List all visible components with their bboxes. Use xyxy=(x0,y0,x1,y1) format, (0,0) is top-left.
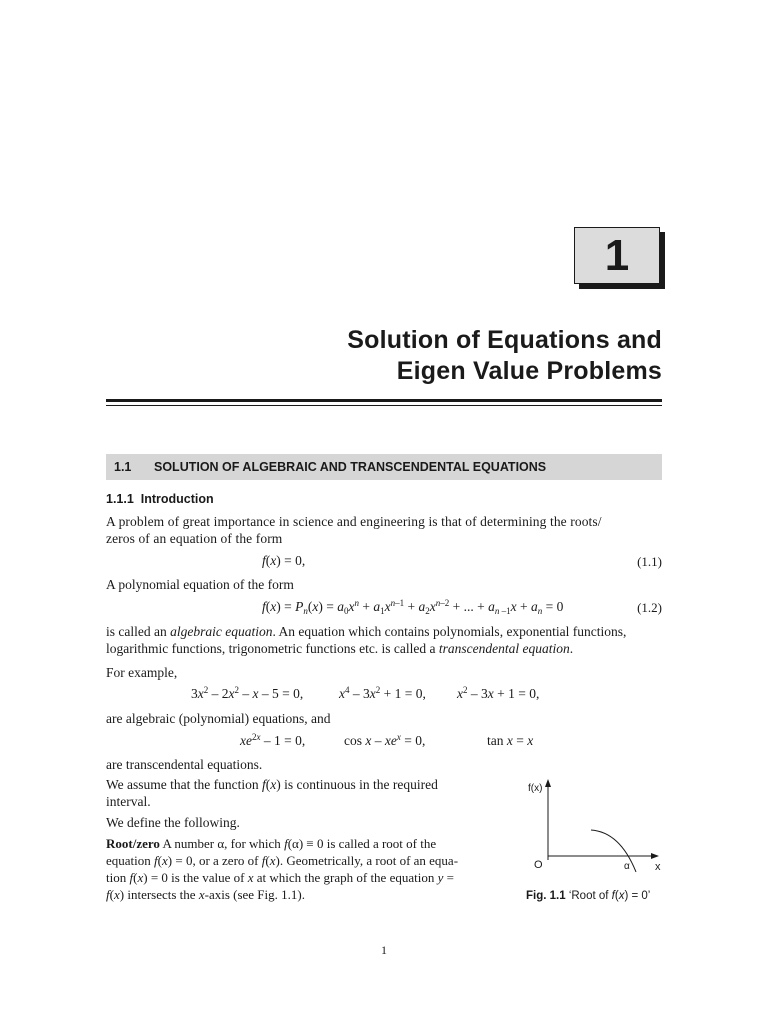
transcendental-example-2: $\cos x - xe^x = 0$, xyxy=(344,732,426,748)
paragraph-polynomial: A polynomial equation of the form xyxy=(106,577,294,592)
term-root-zero: Root/zero xyxy=(106,836,160,851)
paragraph-continuity-line-2: interval. xyxy=(106,794,151,809)
transcendental-example-3: tan x = x xyxy=(487,733,534,748)
figure-caption: Fig. 1.1 ‘Root of f(x) = 0’ xyxy=(526,890,651,902)
figure-root-graph xyxy=(520,776,670,911)
paragraph-root-zero-line-2: equation f(x) = 0, or a zero of f(x). Geometrically, a root of an equa- xyxy=(106,853,459,868)
section-heading-bar xyxy=(106,454,662,480)
figure-caption-label: Fig. 1.1 xyxy=(526,890,566,902)
root-label: α xyxy=(624,861,630,872)
paragraph-continuity-line-1: We assume that the function f(x) is continuous in the required xyxy=(106,777,438,792)
subsection-number: 1.1.1 xyxy=(106,492,134,506)
equation-number-1-2: (1.2) xyxy=(637,600,662,615)
subsection-title: Introduction xyxy=(140,492,214,506)
term-transcendental-equation: transcendental equation xyxy=(438,641,570,656)
paragraph-define: We define the following. xyxy=(106,815,240,830)
title-rule-thin xyxy=(106,405,662,406)
equation-number-1-1: (1.1) xyxy=(637,554,662,569)
x-axis-arrow xyxy=(651,853,659,859)
chapter-title-line-2: Eigen Value Problems xyxy=(396,357,662,385)
paragraph-definitions-line-1: is called an algebraic equation. An equation which contains polynomials, exponential functions, xyxy=(106,624,627,639)
y-axis-label: f(x) xyxy=(528,783,543,794)
chapter-number: 1 xyxy=(604,230,630,280)
algebraic-example-3: $x^2 - 3x + 1 = 0$, xyxy=(457,685,540,701)
term-algebraic-equation: algebraic equation xyxy=(170,624,273,639)
paragraph-root-zero-line-3: tion f(x) = 0 is the value of x at which the graph of the equation y = xyxy=(106,870,454,885)
paragraph-definitions xyxy=(106,623,666,657)
section-title: SOLUTION OF ALGEBRAIC AND TRANSCENDENTAL EQUATIONS xyxy=(154,460,547,474)
y-axis-arrow xyxy=(545,779,551,787)
transcendental-example-1: $xe^{2x} - 1 = 0$, xyxy=(240,732,306,748)
paragraph-root-zero xyxy=(106,835,498,903)
section-number: 1.1 xyxy=(114,460,132,474)
origin-label: O xyxy=(534,859,543,871)
paragraph-algebraic-note: are algebraic (polynomial) equations, and xyxy=(106,711,331,726)
equation-1-1: f(x) = 0, xyxy=(262,553,306,568)
paragraph-definitions-line-2: logarithmic functions, trigonometric functions etc. is called a transcendental equation. xyxy=(106,641,574,656)
paragraph-intro xyxy=(106,513,666,547)
chapter-title-line-1: Solution of Equations and xyxy=(347,326,662,354)
paragraph-intro-line-2: zeros of an equation of the form xyxy=(106,531,283,546)
x-axis-label: x xyxy=(655,861,661,873)
figure-svg xyxy=(520,776,670,876)
paragraph-example: For example, xyxy=(106,665,178,680)
paragraph-intro-line-1: A problem of great importance in science and engineering is that of determining the roots/ xyxy=(106,514,602,529)
chapter-number-box xyxy=(574,227,660,284)
paragraph-transcendental-note: are transcendental equations. xyxy=(106,757,263,772)
subsection-heading xyxy=(106,492,214,506)
paragraph-continuity xyxy=(106,776,498,810)
title-rule-thick xyxy=(106,399,662,402)
equation-1-2: $f(x) = P_n(x) = a_0x^n + a_1x^{n-1} + a_2x^{n-2}$ + ... + $a_{n -1}x + a_n = 0$ xyxy=(262,598,564,616)
page-number: 1 xyxy=(381,943,387,957)
paragraph-root-zero-line-1: Root/zero A number α, for which f(α) ≡ 0 is called a root of the xyxy=(106,836,437,851)
algebraic-example-2: $x^4 - 3x^2 + 1 = 0$, xyxy=(339,685,426,701)
paragraph-root-zero-line-4: f(x) intersects the x-axis (see Fig. 1.1). xyxy=(106,887,305,902)
algebraic-example-1: $3x^2 - 2x^2 - x - 5 = 0$, xyxy=(191,685,304,701)
